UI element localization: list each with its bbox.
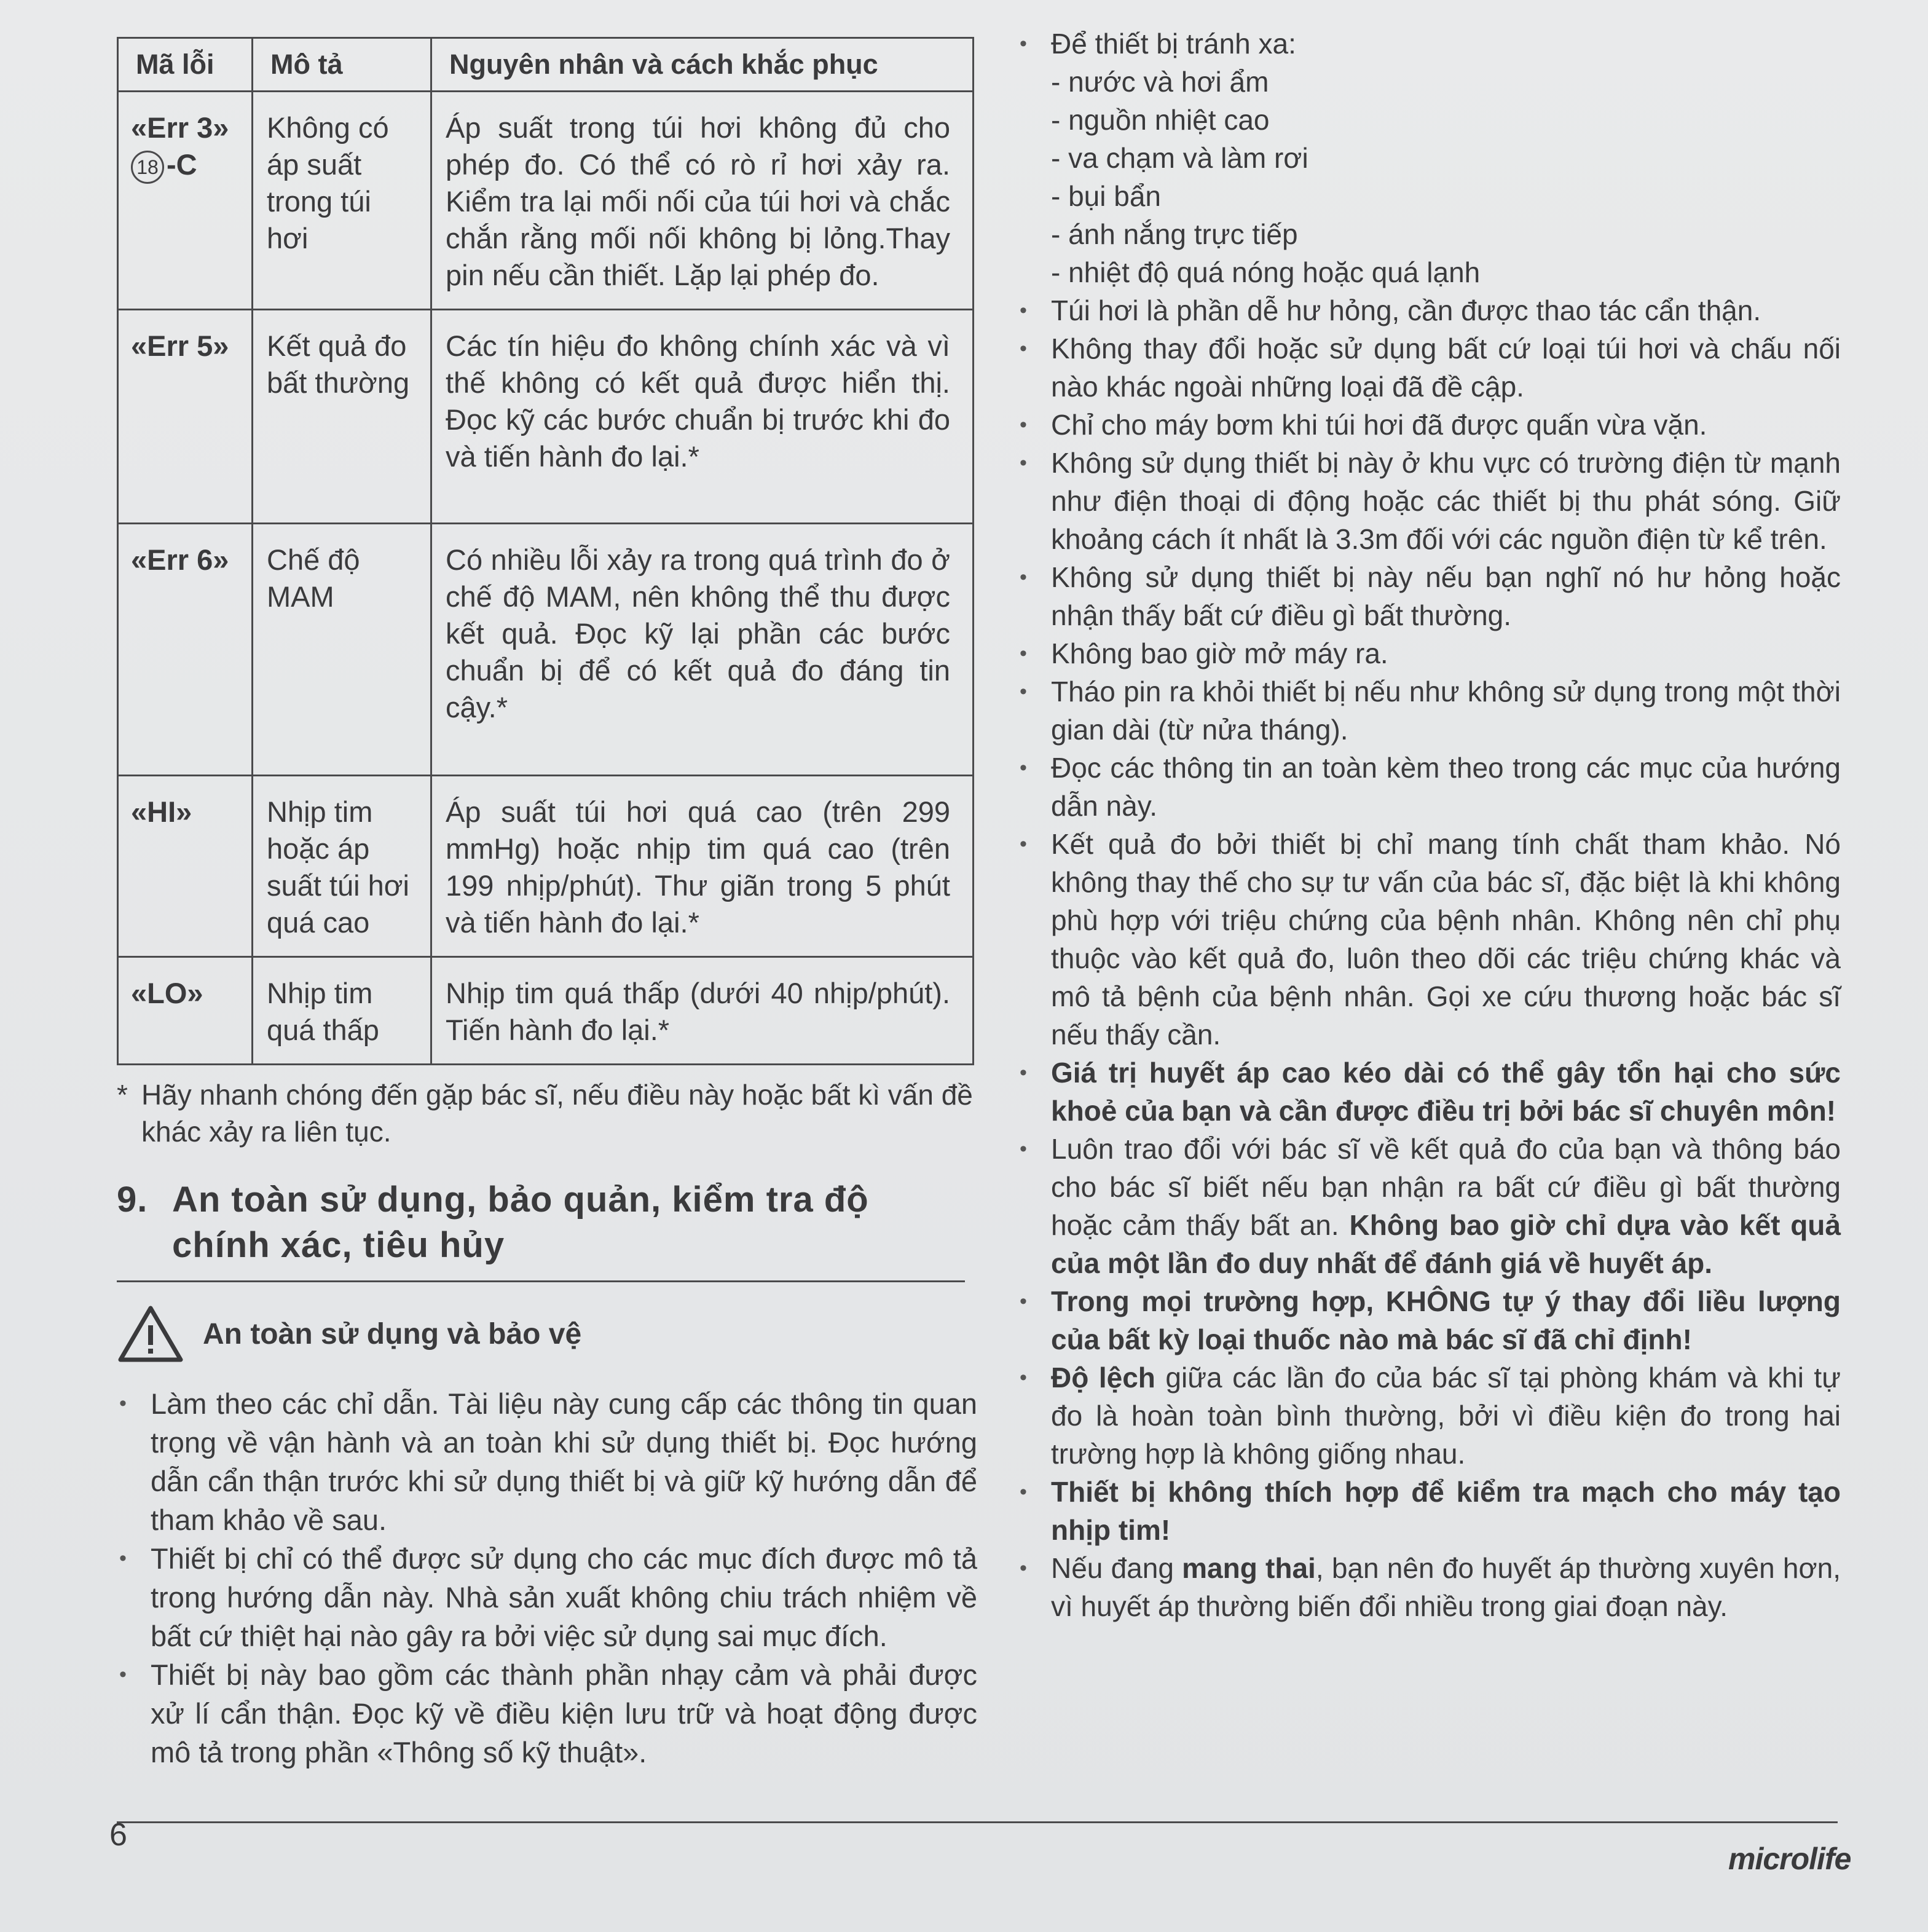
- footnote-text: Hãy nhanh chóng đến gặp bác sĩ, nếu điều này hoặc bất kì vấn đề khác xảy ra liên tục.: [141, 1079, 973, 1148]
- list-item-avoid: [1017, 25, 1841, 291]
- list-item: • Làm theo các chỉ dẫn. Tài liệu này cung cấp các thông tin quan trọng về vận hành và an toàn khi sử dụng thiết bị. Đọc hướng dẫn cẩn thận trước khi sử dụng thiết bị và giữ kỹ hướng dẫn để tham khảo về sau.: [117, 1384, 977, 1539]
- warning-triangle-icon: [117, 1304, 184, 1363]
- list-item-bold: [1017, 1282, 1841, 1358]
- section-title: An toàn sử dụng, bảo quản, kiểm tra độ chính xác, tiêu hủy: [172, 1180, 869, 1265]
- bold-text: Không bao giờ chỉ dựa vào kết quả của một lần đo duy nhất để đánh giá về huyết áp.: [1051, 1209, 1841, 1279]
- plain-text: Nếu đang: [1051, 1552, 1174, 1584]
- error-cause: Áp suất trong túi hơi không đủ cho phép đo. Có thể có rò rỉ hơi xảy ra. Kiểm tra lại mối nối của túi hơi và chắc chắn rằng mối nối không bị lỏng.Thay pin nếu cần thiết. Lặp lại phép đo.: [431, 92, 974, 310]
- error-description: Kết quả đo bất thường: [253, 310, 431, 524]
- list-item-bold: [1017, 1054, 1841, 1130]
- bold-text: Giá trị huyết áp cao kéo dài có thể gây tổn hại cho sức khoẻ của bạn và cần được điều trị bởi bác sĩ chuyên môn!: [1051, 1057, 1841, 1127]
- error-cause: Có nhiều lỗi xảy ra trong quá trình đo ở chế độ MAM, nên không thể thu được kết quả. Đọc kỹ lại phần các bước chuẩn bị để có kết quả đo đáng tin cậy.*: [431, 524, 974, 776]
- list-item: [1017, 1358, 1841, 1473]
- table-row: [118, 92, 974, 310]
- error-code: «Err 6»: [118, 524, 253, 776]
- error-cause: Áp suất túi hơi quá cao (trên 299 mmHg) hoặc nhịp tim quá cao (trên 199 nhịp/phút). Thư giãn trong 5 phút và tiến hành đo lại.*: [431, 776, 974, 957]
- left-column: [117, 37, 977, 1772]
- bold-text: Trong mọi trường hợp, KHÔNG tự ý thay đổi liều lượng của bất kỳ loại thuốc nào mà bác sĩ đã chỉ định!: [1051, 1285, 1841, 1355]
- table-footnote: [117, 1076, 977, 1150]
- brand-logo: microlife: [1728, 1842, 1851, 1876]
- list-item: • Không bao giờ mở máy ra.: [1017, 634, 1841, 672]
- error-cause: Nhịp tim quá thấp (dưới 40 nhịp/phút). Tiến hành đo lại.*: [431, 957, 974, 1065]
- list-item-bold: [1017, 1473, 1841, 1549]
- section-divider: [117, 1280, 965, 1282]
- table-row: [118, 957, 974, 1065]
- error-description: Không có áp suất trong túi hơi: [253, 92, 431, 310]
- avoid-intro: Để thiết bị tránh xa:: [1051, 28, 1296, 60]
- section-number: 9.: [117, 1180, 148, 1220]
- error-code: «Err 3»: [131, 111, 229, 144]
- bold-text: mang thai: [1182, 1552, 1316, 1584]
- list-item: • Thiết bị chỉ có thể được sử dụng cho các mục đích được mô tả trong hướng dẫn này. Nhà sản xuất không chiu trách nhiệm về bất cứ thiệt hại nào gây ra bởi việc sử dụng sai mục đích.: [117, 1539, 977, 1655]
- list-item: [1017, 1549, 1841, 1625]
- error-code: «Err 5»: [118, 310, 253, 524]
- list-item: • Không thay đổi hoặc sử dụng bất cứ loại túi hơi và chấu nối nào khác ngoài những loại đã đề cập.: [1017, 329, 1841, 406]
- list-item: • Túi hơi là phần dễ hư hỏng, cần được thao tác cẩn thận.: [1017, 291, 1841, 329]
- plain-text: Luôn trao đổi với bác sĩ về kết quả đo của bạn và thông báo cho bác sĩ biết nếu bạn nhận ra bất cứ điều gì bất thường hoặc cảm thấy bất an.: [1051, 1133, 1841, 1241]
- header-cause: Nguyên nhân và cách khắc phục: [431, 38, 974, 92]
- footnote-asterisk: *: [117, 1079, 128, 1111]
- list-item: • Chỉ cho máy bơm khi túi hơi đã được quấn vừa vặn.: [1017, 406, 1841, 444]
- list-item: • Không sử dụng thiết bị này nếu bạn nghĩ nó hư hỏng hoặc nhận thấy bất cứ điều gì bất thường.: [1017, 558, 1841, 634]
- sub-item: - va chạm và làm rơi: [1051, 142, 1308, 174]
- circled-number-badge: 18: [131, 151, 164, 184]
- avoid-sublist: [1051, 63, 1841, 291]
- error-code-cell: [118, 92, 253, 310]
- subsection-title: An toàn sử dụng và bảo vệ: [203, 1317, 582, 1350]
- error-code-table: [117, 37, 974, 1065]
- subsection-heading: [117, 1304, 977, 1363]
- page-number: 6: [109, 1817, 127, 1853]
- error-code-suffix: -C: [167, 148, 197, 181]
- bold-text: Thiết bị không thích hợp để kiểm tra mạch cho máy tạo nhịp tim!: [1051, 1476, 1841, 1546]
- list-item: • Tháo pin ra khỏi thiết bị nếu như không sử dụng trong một thời gian dài (từ nửa tháng).: [1017, 672, 1841, 749]
- error-code: «HI»: [118, 776, 253, 957]
- header-code: Mã lỗi: [118, 38, 253, 92]
- sub-item: - bụi bẩn: [1051, 180, 1162, 212]
- header-description: Mô tả: [253, 38, 431, 92]
- table-row: [118, 776, 974, 957]
- error-cause: Các tín hiệu đo không chính xác và vì thế không có kết quả được hiển thị. Đọc kỹ các bước chuẩn bị trước khi đo và tiến hành đo lại.*: [431, 310, 974, 524]
- sub-item: - ánh nắng trực tiếp: [1051, 218, 1298, 250]
- list-item: • Không sử dụng thiết bị này ở khu vực có trường điện từ mạnh như điện thoại di động hoặc các thiết bị thu phát sóng. Giữ khoảng cách ít nhất là 3.3m đối với các nguồn điện từ kể trên.: [1017, 444, 1841, 558]
- error-description: Nhịp tim quá thấp: [253, 957, 431, 1065]
- safety-list-right: [1017, 25, 1841, 1625]
- table-row: [118, 310, 974, 524]
- error-description: Nhịp tim hoặc áp suất túi hơi quá cao: [253, 776, 431, 957]
- table-row: [118, 524, 974, 776]
- section-heading: [117, 1177, 977, 1268]
- plain-text: giữa các lần đo của bác sĩ tại phòng khám và khi tự đo là hoàn toàn bình thường, bởi vì điều kiện đo trong hai trường hợp là không giống nhau.: [1051, 1362, 1841, 1470]
- plain-text: , bạn nên đo huyết áp thường xuyên hơn, vì huyết áp thường biến đổi nhiều trong giai đoạn này.: [1051, 1552, 1841, 1622]
- safety-list-left: [117, 1384, 977, 1772]
- list-item: • Thiết bị này bao gồm các thành phần nhạy cảm và phải được xử lí cẩn thận. Đọc kỹ về điều kiện lưu trữ và hoạt động được mô tả trong phần «Thông số kỹ thuật».: [117, 1655, 977, 1772]
- sub-item: - nhiệt độ quá nóng hoặc quá lạnh: [1051, 256, 1481, 288]
- footer-rule: [117, 1821, 1838, 1823]
- list-item: • Kết quả đo bởi thiết bị chỉ mang tính chất tham khảo. Nó không thay thế cho sự tư vấn của bác sĩ, đặc biệt là khi không phù hợp với triệu chứng của bệnh nhân. Không nên chỉ phụ thuộc vào kết quả đo, luôn theo dõi các triệu chứng khác và mô tả bệnh của bệnh nhân. Gọi xe cứu thương hoặc bác sĩ nếu thấy cần.: [1017, 825, 1841, 1054]
- sub-item: - nguồn nhiệt cao: [1051, 104, 1270, 136]
- right-column: [1017, 25, 1841, 1625]
- error-code: «LO»: [118, 957, 253, 1065]
- error-description: Chế độ MAM: [253, 524, 431, 776]
- sub-item: - nước và hơi ẩm: [1051, 66, 1269, 98]
- table-header-row: [118, 38, 974, 92]
- list-item: [1017, 1130, 1841, 1282]
- list-item: • Đọc các thông tin an toàn kèm theo trong các mục của hướng dẫn này.: [1017, 749, 1841, 825]
- bold-text: Độ lệch: [1051, 1362, 1155, 1394]
